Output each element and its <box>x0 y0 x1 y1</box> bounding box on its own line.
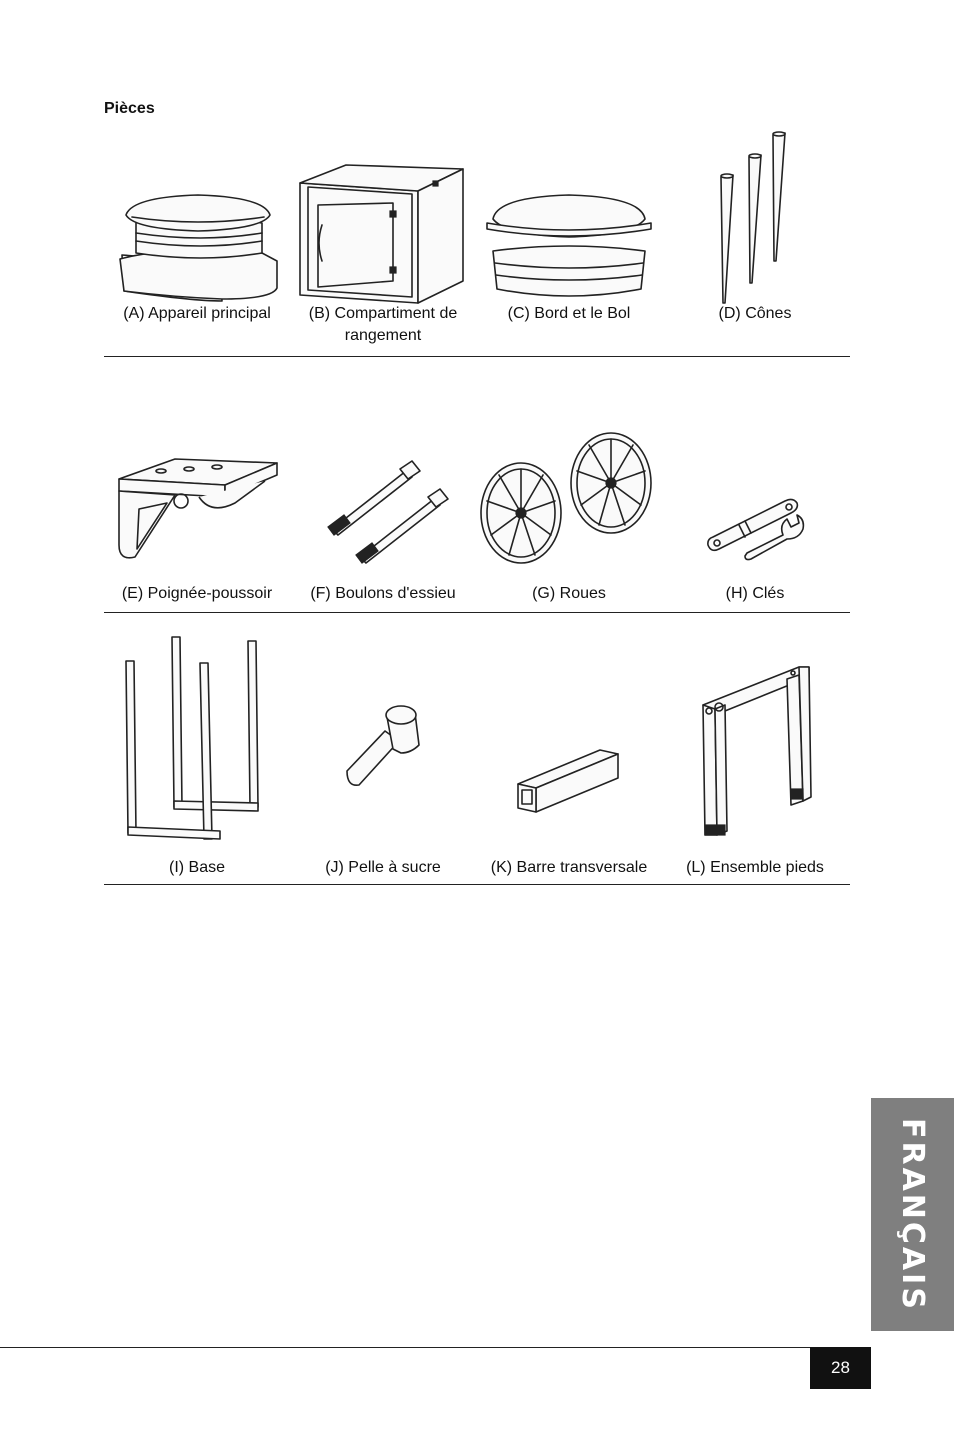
language-tab-label: FRANÇAIS <box>895 1117 930 1312</box>
wheels-icon <box>479 433 659 563</box>
part-label-c: (C) Bord et le Bol <box>507 305 631 322</box>
rim-and-bowl-icon <box>483 193 655 303</box>
popcorn-base-unit-icon <box>112 193 282 303</box>
base-frame-icon <box>122 633 272 841</box>
sugar-scoop-icon <box>343 701 423 791</box>
part-label-e: (E) Poignée-poussoir <box>121 585 273 602</box>
part-label-d: (D) Cônes <box>718 305 792 322</box>
cones-icon <box>715 131 795 303</box>
part-a <box>104 128 290 356</box>
part-label-g: (G) Roues <box>532 585 606 602</box>
parts-row-2 <box>104 418 850 613</box>
part-f <box>290 418 476 612</box>
parts-row-3 <box>104 626 850 885</box>
part-k <box>476 626 662 884</box>
leg-assembly-icon <box>695 665 815 841</box>
axle-bolts-icon <box>318 463 448 563</box>
parts-row-1 <box>104 128 850 357</box>
page-number: 28 <box>810 1347 871 1389</box>
storage-cabinet-icon <box>298 163 468 303</box>
part-label-h: (H) Clés <box>725 585 785 602</box>
part-g <box>476 418 662 612</box>
crossbar-icon <box>514 748 624 818</box>
footer-rule <box>0 1347 810 1348</box>
part-label-f: (F) Boulons d'essieu <box>310 585 456 602</box>
wrenches-icon <box>705 493 805 563</box>
part-label-k: (K) Barre transversale <box>490 859 648 876</box>
part-l <box>662 626 848 884</box>
section-title: Pièces <box>104 100 155 117</box>
part-label-i: (I) Base <box>168 859 225 876</box>
language-tab <box>871 1098 954 1331</box>
push-handle-icon <box>115 453 280 563</box>
part-label-j: (J) Pelle à sucre <box>325 859 441 876</box>
part-e <box>104 418 290 612</box>
part-label-b: (B) Compartiment de rangement <box>308 305 458 344</box>
part-b <box>290 128 476 356</box>
part-label-l: (L) Ensemble pieds <box>686 859 824 876</box>
part-j <box>290 626 476 884</box>
part-h <box>662 418 848 612</box>
part-i <box>104 626 290 884</box>
part-d <box>662 128 848 356</box>
part-c <box>476 128 662 356</box>
part-label-a: (A) Appareil principal <box>123 305 271 322</box>
